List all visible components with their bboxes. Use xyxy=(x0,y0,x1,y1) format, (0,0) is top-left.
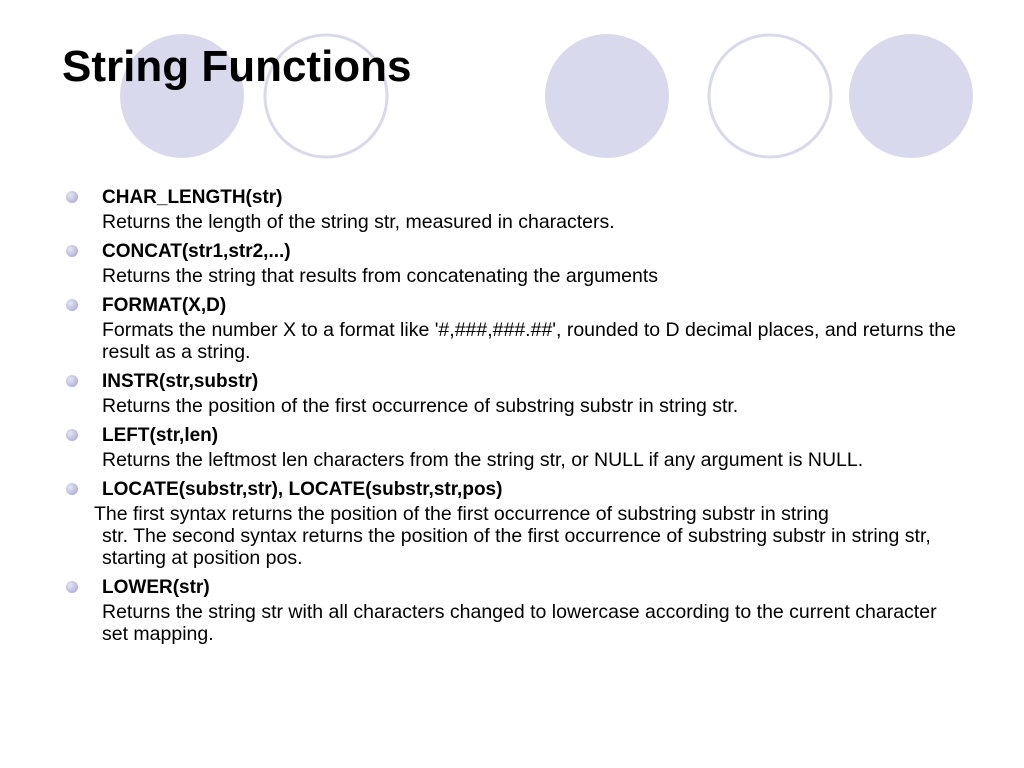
bullet-icon xyxy=(66,299,78,311)
list-item xyxy=(0,238,1024,265)
bullet-icon xyxy=(66,375,78,387)
function-description: Returns the position of the first occurrence of substring substr in string str. xyxy=(102,395,739,417)
function-description: Returns the string that results from concatenating the arguments xyxy=(102,265,659,287)
function-description: Returns the string str with all characters changed to lowercase according to the current character set mapping. xyxy=(102,601,937,645)
function-description: Returns the length of the string str, measured in characters. xyxy=(102,211,615,233)
list-item xyxy=(0,184,1024,211)
bullet-icon xyxy=(66,245,78,257)
function-name: FORMAT(X,D) xyxy=(102,295,227,316)
function-description: Formats the number X to a format like '#,###,###.##', rounded to D decimal places, and returns the result as a string. xyxy=(102,319,956,363)
function-description-first-line: The first syntax returns the position of the first occurrence of substring substr in string xyxy=(94,503,829,525)
list-item xyxy=(0,292,1024,319)
function-name: INSTR(str,substr) xyxy=(102,371,259,392)
decorative-circles xyxy=(0,0,1024,200)
list-item xyxy=(0,368,1024,395)
function-description-continuation: str. The second syntax returns the position of the first occurrence of substring substr in string str, starting at position pos. xyxy=(102,525,931,569)
function-description: Returns the leftmost len characters from the string str, or NULL if any argument is NULL. xyxy=(102,449,864,471)
outline-circle-2 xyxy=(709,35,831,157)
function-name: CONCAT(str1,str2,...) xyxy=(102,241,291,262)
function-name: LEFT(str,len) xyxy=(102,425,219,446)
list-item xyxy=(0,574,1024,601)
function-name: LOCATE(substr,str), LOCATE(substr,str,pos) xyxy=(102,479,503,500)
function-name: CHAR_LENGTH(str) xyxy=(102,187,283,208)
bullet-icon xyxy=(66,429,78,441)
slide-title: String Functions xyxy=(62,42,412,91)
list-item xyxy=(0,476,1024,503)
filled-circle-2 xyxy=(545,34,669,158)
filled-circle-3 xyxy=(849,34,973,158)
function-name: LOWER(str) xyxy=(102,577,210,598)
bullet-icon xyxy=(66,191,78,203)
function-description xyxy=(94,503,954,574)
bullet-icon xyxy=(66,483,78,495)
list-item xyxy=(0,422,1024,449)
function-list xyxy=(0,184,1024,650)
bullet-icon xyxy=(66,581,78,593)
